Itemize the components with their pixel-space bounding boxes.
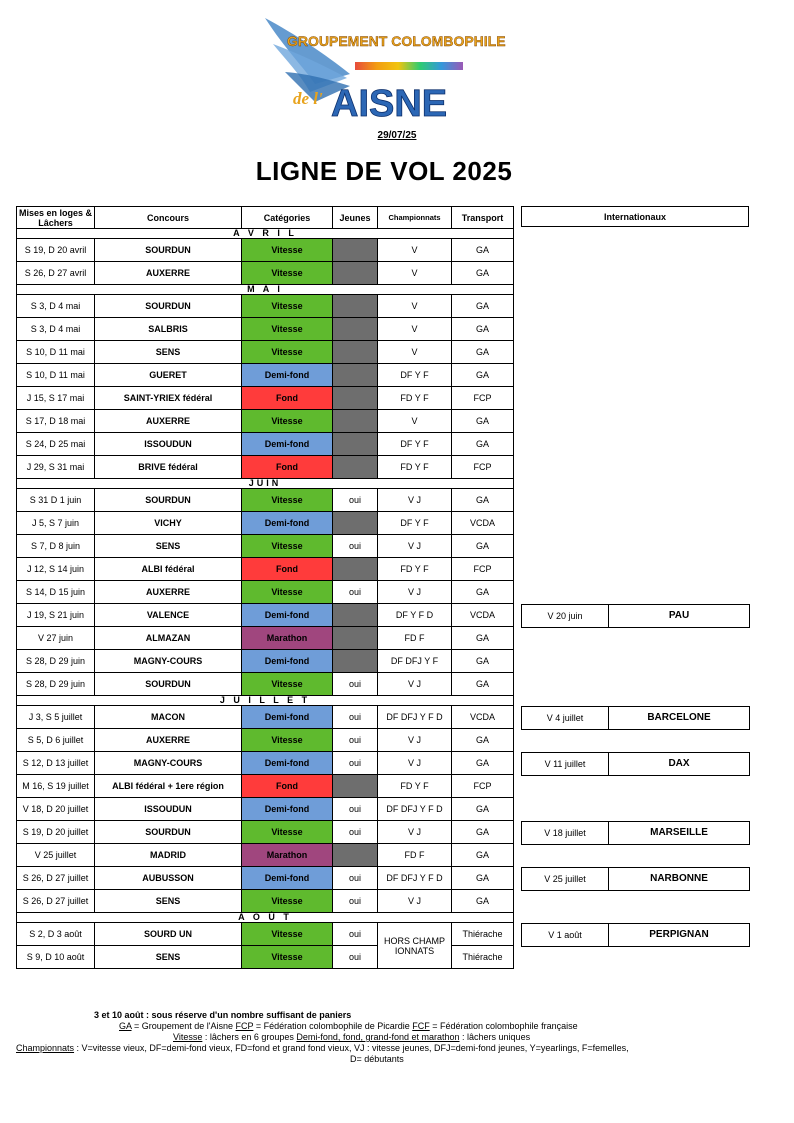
intl-date: V 11 juillet	[521, 752, 609, 776]
table-row	[17, 364, 514, 387]
intl-date: V 20 juin	[521, 604, 609, 628]
intl-concours: DAX	[609, 752, 750, 776]
cell-transport: VCDA	[452, 706, 514, 729]
cell-categorie: Fond	[242, 456, 333, 479]
cell-categorie: Vitesse	[242, 262, 333, 285]
cell-jeunes	[333, 387, 378, 410]
cell-concours: AUXERRE	[95, 729, 242, 752]
groupement-logo	[255, 14, 506, 125]
cell-championnats: DF DFJ Y F	[378, 650, 452, 673]
cell-date: S 3, D 4 mai	[17, 318, 95, 341]
cell-concours: VICHY	[95, 512, 242, 535]
intl-date: V 1 août	[521, 923, 609, 947]
table-row	[17, 673, 514, 696]
international-race	[521, 604, 750, 628]
cell-jeunes	[333, 341, 378, 364]
cell-concours: SALBRIS	[95, 318, 242, 341]
cell-jeunes: oui	[333, 798, 378, 821]
cell-categorie: Vitesse	[242, 489, 333, 512]
cell-transport: GA	[452, 650, 514, 673]
cell-championnats: V J	[378, 729, 452, 752]
cell-transport: GA	[452, 364, 514, 387]
cell-transport: GA	[452, 752, 514, 775]
month-label: J U I L L E T	[17, 696, 514, 706]
cell-date: S 26, D 27 juillet	[17, 890, 95, 913]
cell-concours: SENS	[95, 946, 242, 969]
cell-concours: SOURDUN	[95, 673, 242, 696]
cell-categorie: Demi-fond	[242, 706, 333, 729]
cell-concours: AUXERRE	[95, 262, 242, 285]
cell-concours: AUXERRE	[95, 410, 242, 433]
month-header-row	[17, 696, 514, 706]
cell-date: S 24, D 25 mai	[17, 433, 95, 456]
cell-date: J 19, S 21 juin	[17, 604, 95, 627]
cell-jeunes	[333, 262, 378, 285]
cell-categorie: Fond	[242, 387, 333, 410]
cell-championnats: DF Y F	[378, 433, 452, 456]
table-row	[17, 706, 514, 729]
cell-categorie: Demi-fond	[242, 650, 333, 673]
cell-date: S 31 D 1 juin	[17, 489, 95, 512]
cell-championnats: V J	[378, 890, 452, 913]
col-header-mises: Mises en loges & Lâchers	[17, 207, 95, 229]
cell-jeunes	[333, 239, 378, 262]
table-row	[17, 410, 514, 433]
legend-lachers: Vitesse : lâchers en 6 groupes Demi-fond, fond, grand-fond et marathon : lâchers uniques	[173, 1032, 531, 1042]
cell-jeunes: oui	[333, 673, 378, 696]
cell-concours: MACON	[95, 706, 242, 729]
cell-jeunes	[333, 318, 378, 341]
table-row	[17, 489, 514, 512]
legend-championnats: Championnats : V=vitesse vieux, DF=demi-fond vieux, FD=fond et grand fond vieux, VJ : vitesse jeunes, DFJ=demi-fond jeunes, Y=yearlings, F=femelles,	[16, 1043, 629, 1053]
cell-date: J 3, S 5 juillet	[17, 706, 95, 729]
table-row	[17, 890, 514, 913]
col-header-transport: Transport	[452, 207, 514, 229]
cell-transport: Thiérache	[452, 923, 514, 946]
flight-schedule-table	[16, 206, 514, 969]
month-header-row	[17, 229, 514, 239]
table-row	[17, 581, 514, 604]
cell-date: S 19, D 20 juillet	[17, 821, 95, 844]
cell-jeunes	[333, 410, 378, 433]
table-row	[17, 239, 514, 262]
cell-concours: SENS	[95, 890, 242, 913]
cell-date: S 26, D 27 juillet	[17, 867, 95, 890]
cell-categorie: Vitesse	[242, 295, 333, 318]
cell-championnats: DF DFJ Y F D	[378, 798, 452, 821]
cell-jeunes	[333, 512, 378, 535]
cell-jeunes	[333, 558, 378, 581]
cell-transport: GA	[452, 581, 514, 604]
cell-concours: SOURDUN	[95, 295, 242, 318]
cell-transport: FCP	[452, 558, 514, 581]
cell-date: J 15, S 17 mai	[17, 387, 95, 410]
cell-categorie: Demi-fond	[242, 798, 333, 821]
cell-concours: SAINT-YRIEX fédéral	[95, 387, 242, 410]
svg-text:de l': de l'	[293, 89, 323, 108]
cell-transport: GA	[452, 867, 514, 890]
cell-championnats: V	[378, 341, 452, 364]
cell-championnats: FD Y F	[378, 558, 452, 581]
cell-transport: Thiérache	[452, 946, 514, 969]
internationaux-header: Internationaux	[521, 206, 749, 227]
cell-championnats: HORS CHAMPIONNATS	[378, 923, 452, 969]
intl-date: V 25 juillet	[521, 867, 609, 891]
col-header-championnats: Championnats	[378, 207, 452, 229]
cell-jeunes	[333, 844, 378, 867]
table-row	[17, 867, 514, 890]
cell-date: S 3, D 4 mai	[17, 295, 95, 318]
cell-transport: GA	[452, 798, 514, 821]
table-row	[17, 318, 514, 341]
cell-concours: SENS	[95, 535, 242, 558]
international-race	[521, 867, 750, 891]
international-race	[521, 706, 750, 730]
cell-championnats: FD Y F	[378, 387, 452, 410]
table-row	[17, 775, 514, 798]
cell-date: S 2, D 3 août	[17, 923, 95, 946]
cell-date: S 28, D 29 juin	[17, 650, 95, 673]
cell-transport: GA	[452, 890, 514, 913]
cell-jeunes: oui	[333, 489, 378, 512]
footnotes	[16, 1010, 716, 1065]
cell-jeunes: oui	[333, 706, 378, 729]
cell-date: S 19, D 20 avril	[17, 239, 95, 262]
cell-championnats: DF Y F D	[378, 604, 452, 627]
cell-concours: SOURDUN	[95, 821, 242, 844]
legend-organisations: GA = Groupement de l'Aisne FCP = Fédération colombophile de Picardie FCF = Fédération colombophile française	[119, 1021, 578, 1031]
cell-championnats: DF DFJ Y F D	[378, 706, 452, 729]
document-date: 29/07/25	[377, 130, 417, 141]
cell-jeunes	[333, 604, 378, 627]
cell-categorie: Demi-fond	[242, 433, 333, 456]
cell-categorie: Demi-fond	[242, 867, 333, 890]
svg-text:GROUPEMENT COLOMBOPHILE: GROUPEMENT COLOMBOPHILE	[287, 33, 506, 49]
cell-categorie: Demi-fond	[242, 364, 333, 387]
cell-date: V 27 juin	[17, 627, 95, 650]
cell-championnats: V J	[378, 752, 452, 775]
table-row	[17, 798, 514, 821]
cell-championnats: FD F	[378, 627, 452, 650]
cell-transport: FCP	[452, 456, 514, 479]
intl-date: V 18 juillet	[521, 821, 609, 845]
table-row	[17, 387, 514, 410]
cell-date: M 16, S 19 juillet	[17, 775, 95, 798]
cell-transport: FCP	[452, 387, 514, 410]
cell-championnats: DF DFJ Y F D	[378, 867, 452, 890]
cell-championnats: FD Y F	[378, 775, 452, 798]
cell-championnats: V	[378, 318, 452, 341]
cell-categorie: Demi-fond	[242, 752, 333, 775]
table-row	[17, 650, 514, 673]
cell-date: S 26, D 27 avril	[17, 262, 95, 285]
cell-concours: AUBUSSON	[95, 867, 242, 890]
table-row	[17, 752, 514, 775]
table-row	[17, 456, 514, 479]
cell-transport: GA	[452, 627, 514, 650]
reserve-note: 3 et 10 août : sous réserve d'un nombre suffisant de paniers	[94, 1010, 352, 1020]
cell-championnats: V J	[378, 535, 452, 558]
month-label: A V R I L	[17, 229, 514, 239]
table-row	[17, 558, 514, 581]
cell-date: S 12, D 13 juillet	[17, 752, 95, 775]
cell-jeunes: oui	[333, 890, 378, 913]
cell-transport: VCDA	[452, 604, 514, 627]
cell-championnats: FD F	[378, 844, 452, 867]
cell-championnats: V J	[378, 581, 452, 604]
cell-categorie: Vitesse	[242, 890, 333, 913]
intl-concours: BARCELONE	[609, 706, 750, 730]
cell-transport: GA	[452, 489, 514, 512]
cell-jeunes	[333, 456, 378, 479]
cell-championnats: V J	[378, 489, 452, 512]
month-label: A O Û T	[17, 913, 514, 923]
cell-categorie: Fond	[242, 558, 333, 581]
cell-date: S 28, D 29 juin	[17, 673, 95, 696]
table-row	[17, 844, 514, 867]
cell-transport: FCP	[452, 775, 514, 798]
cell-championnats: FD Y F	[378, 456, 452, 479]
cell-date: S 10, D 11 mai	[17, 364, 95, 387]
cell-transport: GA	[452, 341, 514, 364]
cell-transport: GA	[452, 239, 514, 262]
month-header-row	[17, 479, 514, 489]
cell-jeunes	[333, 433, 378, 456]
cell-concours: GUERET	[95, 364, 242, 387]
cell-categorie: Demi-fond	[242, 512, 333, 535]
international-race	[521, 821, 750, 845]
month-label: M A I	[17, 285, 514, 295]
cell-championnats: DF Y F	[378, 364, 452, 387]
cell-jeunes: oui	[333, 729, 378, 752]
cell-jeunes: oui	[333, 752, 378, 775]
cell-transport: GA	[452, 844, 514, 867]
cell-categorie: Vitesse	[242, 821, 333, 844]
table-row	[17, 433, 514, 456]
cell-jeunes	[333, 295, 378, 318]
cell-transport: GA	[452, 729, 514, 752]
cell-concours: ISSOUDUN	[95, 798, 242, 821]
cell-concours: VALENCE	[95, 604, 242, 627]
intl-concours: PERPIGNAN	[609, 923, 750, 947]
cell-transport: GA	[452, 318, 514, 341]
cell-transport: GA	[452, 410, 514, 433]
cell-jeunes	[333, 627, 378, 650]
cell-date: S 5, D 6 juillet	[17, 729, 95, 752]
cell-categorie: Marathon	[242, 627, 333, 650]
month-label: JUIN	[17, 479, 514, 489]
cell-jeunes	[333, 364, 378, 387]
page-title: LIGNE DE VOL 2025	[255, 156, 513, 186]
international-race	[521, 752, 750, 776]
table-row	[17, 262, 514, 285]
cell-concours: ISSOUDUN	[95, 433, 242, 456]
table-row	[17, 512, 514, 535]
cell-concours: SOURDUN	[95, 489, 242, 512]
intl-concours: PAU	[609, 604, 750, 628]
table-row	[17, 729, 514, 752]
legend-championnats-cont: D= débutants	[350, 1054, 404, 1064]
cell-categorie: Vitesse	[242, 923, 333, 946]
cell-jeunes	[333, 775, 378, 798]
cell-date: V 18, D 20 juillet	[17, 798, 95, 821]
international-race	[521, 923, 750, 947]
svg-text:AISNE: AISNE	[331, 83, 448, 125]
col-header-categories: Catégories	[242, 207, 333, 229]
cell-concours: BRIVE fédéral	[95, 456, 242, 479]
cell-categorie: Marathon	[242, 844, 333, 867]
cell-categorie: Fond	[242, 775, 333, 798]
cell-transport: GA	[452, 433, 514, 456]
cell-transport: VCDA	[452, 512, 514, 535]
cell-date: J 12, S 14 juin	[17, 558, 95, 581]
cell-championnats: DF Y F	[378, 512, 452, 535]
table-row	[17, 295, 514, 318]
cell-concours: SENS	[95, 341, 242, 364]
cell-concours: MADRID	[95, 844, 242, 867]
month-header-row	[17, 285, 514, 295]
cell-concours: MAGNY-COURS	[95, 752, 242, 775]
cell-date: S 14, D 15 juin	[17, 581, 95, 604]
cell-transport: GA	[452, 262, 514, 285]
table-row	[17, 604, 514, 627]
table-row	[17, 821, 514, 844]
cell-categorie: Vitesse	[242, 410, 333, 433]
cell-championnats: V J	[378, 821, 452, 844]
table-row	[17, 341, 514, 364]
cell-jeunes: oui	[333, 581, 378, 604]
cell-championnats: V	[378, 239, 452, 262]
cell-jeunes: oui	[333, 946, 378, 969]
table-row	[17, 627, 514, 650]
cell-categorie: Vitesse	[242, 946, 333, 969]
cell-concours: SOURD UN	[95, 923, 242, 946]
cell-categorie: Vitesse	[242, 535, 333, 558]
cell-jeunes: oui	[333, 923, 378, 946]
cell-date: S 10, D 11 mai	[17, 341, 95, 364]
intl-date: V 4 juillet	[521, 706, 609, 730]
cell-date: J 29, S 31 mai	[17, 456, 95, 479]
cell-concours: SOURDUN	[95, 239, 242, 262]
cell-categorie: Vitesse	[242, 239, 333, 262]
cell-jeunes: oui	[333, 535, 378, 558]
table-header-row	[17, 207, 514, 229]
cell-categorie: Demi-fond	[242, 604, 333, 627]
col-header-jeunes: Jeunes	[333, 207, 378, 229]
cell-categorie: Vitesse	[242, 673, 333, 696]
cell-championnats: V	[378, 410, 452, 433]
cell-championnats: V	[378, 295, 452, 318]
cell-concours: ALBI fédéral	[95, 558, 242, 581]
cell-date: S 7, D 8 juin	[17, 535, 95, 558]
table-row	[17, 923, 514, 946]
cell-date: S 17, D 18 mai	[17, 410, 95, 433]
cell-jeunes: oui	[333, 821, 378, 844]
cell-jeunes	[333, 650, 378, 673]
cell-transport: GA	[452, 535, 514, 558]
cell-transport: GA	[452, 295, 514, 318]
cell-categorie: Vitesse	[242, 341, 333, 364]
cell-concours: ALBI fédéral + 1ere région	[95, 775, 242, 798]
cell-concours: MAGNY-COURS	[95, 650, 242, 673]
cell-date: S 9, D 10 août	[17, 946, 95, 969]
cell-concours: ALMAZAN	[95, 627, 242, 650]
cell-date: V 25 juillet	[17, 844, 95, 867]
cell-date: J 5, S 7 juin	[17, 512, 95, 535]
cell-categorie: Vitesse	[242, 729, 333, 752]
col-header-concours: Concours	[95, 207, 242, 229]
cell-championnats: V	[378, 262, 452, 285]
cell-categorie: Vitesse	[242, 318, 333, 341]
cell-jeunes: oui	[333, 867, 378, 890]
table-row	[17, 535, 514, 558]
cell-concours: AUXERRE	[95, 581, 242, 604]
cell-championnats: V J	[378, 673, 452, 696]
intl-concours: MARSEILLE	[609, 821, 750, 845]
cell-transport: GA	[452, 821, 514, 844]
cell-categorie: Vitesse	[242, 581, 333, 604]
cell-transport: GA	[452, 673, 514, 696]
intl-concours: NARBONNE	[609, 867, 750, 891]
month-header-row	[17, 913, 514, 923]
